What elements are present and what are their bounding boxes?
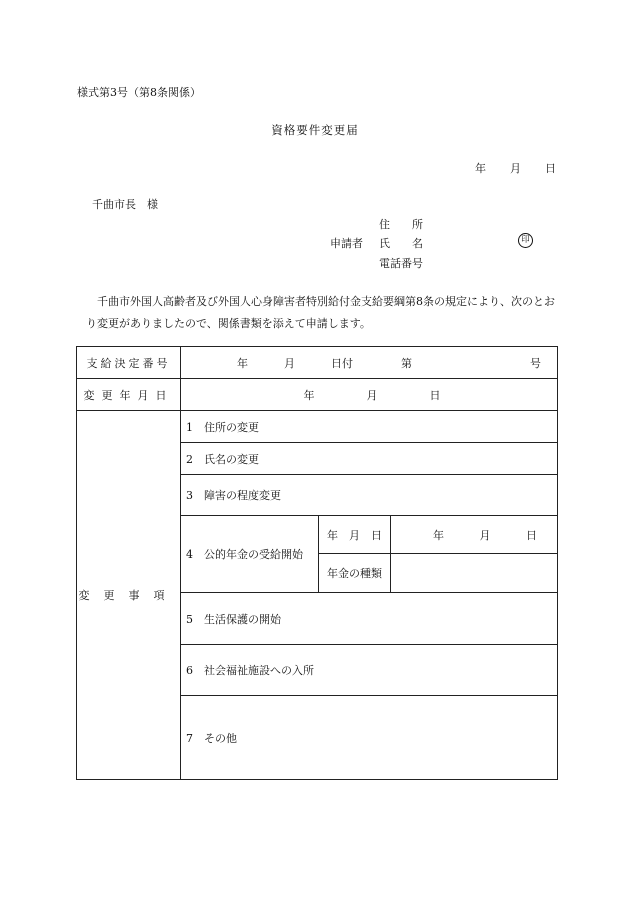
decision-day: 日付: [331, 356, 353, 370]
change-date-field[interactable]: [181, 379, 558, 411]
change-date-label: 変更年月日: [77, 379, 181, 411]
pension-day: 日: [526, 528, 537, 542]
applicant-label: 申請者: [330, 237, 363, 250]
item-facility-admission[interactable]: 6 社会福祉施設への入所: [181, 645, 558, 696]
decision-month: 月: [284, 356, 295, 370]
address-label: 住 所: [379, 218, 423, 231]
name-label: 氏 名: [379, 237, 423, 250]
pension-date-label: 年 月 日: [319, 516, 391, 554]
item-pension-start[interactable]: 4 公的年金の受給開始: [181, 516, 319, 593]
date-year: 年: [475, 162, 486, 175]
change-year: 年: [303, 388, 315, 402]
document-title: 資格要件変更届: [271, 123, 359, 137]
pension-date-field[interactable]: [391, 516, 558, 554]
form-number: 様式第3号（第8条関係）: [77, 86, 201, 99]
change-items-label: 変更事項: [77, 411, 181, 780]
pension-year: 年: [433, 528, 444, 542]
item-disability-change[interactable]: 3 障害の程度変更: [181, 475, 558, 516]
change-form-table: [76, 346, 558, 780]
pension-type-label: 年金の種類: [319, 554, 391, 593]
decision-year: 年: [237, 356, 248, 370]
application-statement: 千曲市外国人高齢者及び外国人心身障害者特別給付金支給要綱第8条の規定により、次のとおり変更がありましたので、関係書類を添えて申請します。: [86, 295, 555, 330]
date-month: 月: [510, 162, 521, 175]
addressee: 千曲市長 様: [92, 198, 158, 211]
item-welfare-start[interactable]: 5 生活保護の開始: [181, 593, 558, 645]
pension-type-field[interactable]: [391, 554, 558, 593]
pension-month: 月: [479, 528, 491, 542]
phone-label: 電話番号: [379, 257, 423, 270]
date-day: 日: [545, 162, 556, 175]
item-address-change[interactable]: 1 住所の変更: [181, 411, 558, 443]
seal-mark: 印: [518, 233, 533, 248]
decision-number-field[interactable]: [181, 347, 558, 379]
decision-number-label: 支給決定番号: [77, 347, 181, 379]
change-month: 月: [366, 388, 378, 402]
item-other[interactable]: 7 その他: [181, 696, 558, 780]
item-name-change[interactable]: 2 氏名の変更: [181, 443, 558, 475]
decision-go: 号: [530, 356, 542, 370]
decision-dai: 第: [401, 356, 412, 370]
change-day: 日: [429, 388, 441, 402]
